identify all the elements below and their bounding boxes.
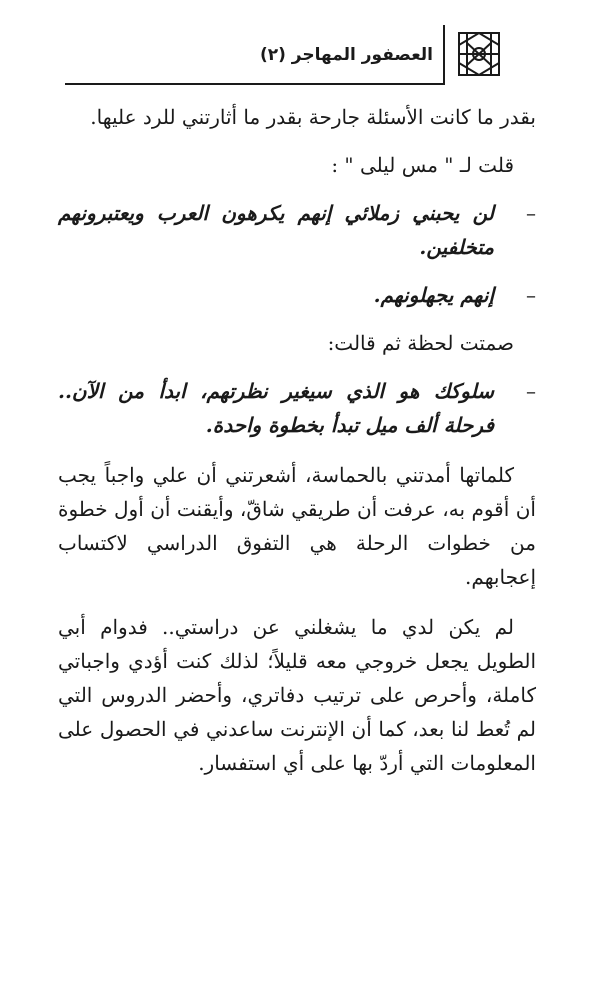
dialogue-line: [58, 196, 536, 264]
paragraph: صمتت لحظة ثم قالت:: [327, 331, 514, 355]
header-vertical-rule: [443, 25, 445, 85]
dialogue-dash: –: [526, 283, 536, 307]
dialogue-text: لن يحبني زملائي إنهم يكرهون العرب ويعتبرونهم متخلفين.: [58, 201, 494, 259]
paragraph: قلت لـ " مس ليلى " :: [331, 153, 514, 177]
dialogue-text: سلوكك هو الذي سيغير نظرتهم، ابدأ من الآن.. فرحلة ألف ميل تبدأ بخطوة واحدة.: [58, 379, 494, 437]
dialogue-dash: –: [526, 201, 536, 225]
paragraph: لم يكن لدي ما يشغلني عن دراستي.. فدوام أبي الطويل يجعل خروجي معه قليلاً؛ لذلك كنت أؤدي واجباتي كاملة، وأحرص على ترتيب دفاتري، وأحضر الدروس التي لم تُعط لنا بعد، كما أن الإنترنت ساعدني في الحصول على المعلومات التي أردّ بها على أي استفسار.: [58, 615, 536, 775]
header-horizontal-rule: [65, 83, 445, 85]
page-header: [60, 25, 495, 85]
dialogue-text: إنهم يجهلونهم.: [373, 283, 494, 307]
dialogue-line: [58, 374, 536, 442]
running-title: العصفور المهاجر (٢): [259, 45, 433, 65]
paragraph: بقدر ما كانت الأسئلة جارحة بقدر ما أثارتني للرد عليها.: [90, 105, 536, 129]
dialogue-line: [58, 278, 536, 312]
body-text: [58, 100, 536, 780]
knot-ornament-icon: [453, 25, 505, 83]
paragraph: كلماتها أمدتني بالحماسة، أشعرتني أن علي واجباً يجب أن أقوم به، عرفت أن طريقي شاقّ، وأيقنت أن أول خطوة من خطوات الرحلة هي التفوق الدراسي لاكتساب إعجابهم.: [58, 463, 536, 589]
dialogue-dash: –: [526, 379, 536, 403]
